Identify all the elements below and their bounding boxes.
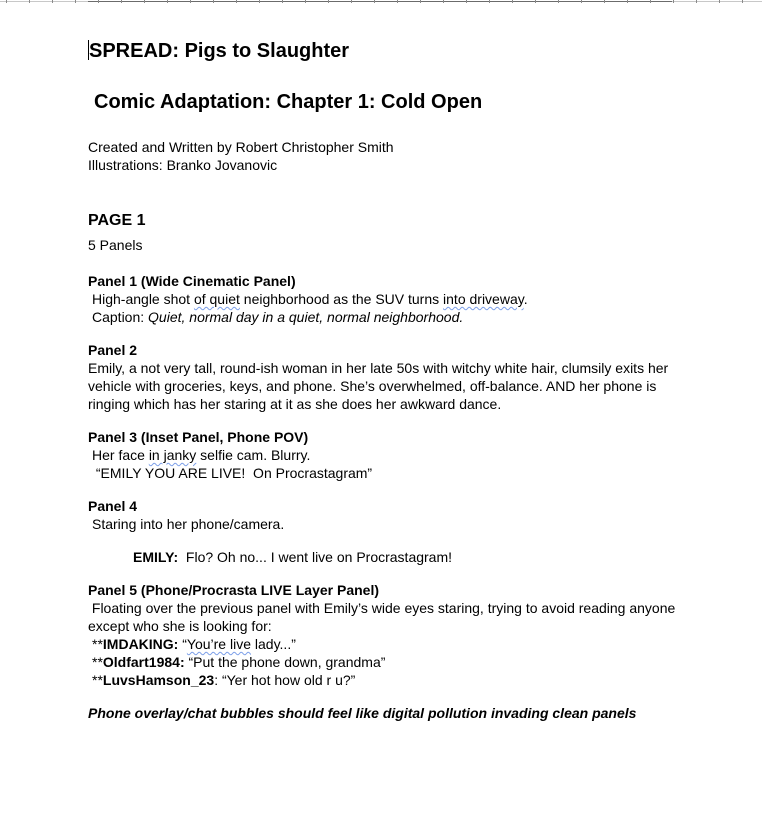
ruler-tick xyxy=(29,0,30,3)
ruler-tick xyxy=(52,0,53,3)
ruler-tick xyxy=(351,0,352,3)
page-heading: PAGE 1 xyxy=(88,212,146,229)
ruler-text-area xyxy=(88,1,672,2)
speaker-name: EMILY: xyxy=(133,549,179,565)
ruler-tick xyxy=(190,0,191,3)
comment-text: lady...” xyxy=(251,636,296,652)
panel-count: 5 Panels xyxy=(88,237,143,253)
ruler-tick xyxy=(75,0,76,3)
title-text: SPREAD: Pigs to Slaughter xyxy=(89,40,350,62)
caption-text: Quiet, normal day in a quiet, normal neighborhood. xyxy=(148,309,464,325)
text-run: Her face xyxy=(92,447,149,463)
spellcheck-flag[interactable]: in janky xyxy=(148,447,197,463)
panel-1-heading: Panel 1 (Wide Cinematic Panel) xyxy=(88,273,296,289)
production-note: Phone overlay/chat bubbles should feel like digital pollution invading clean panels xyxy=(88,705,637,721)
panel-4-description: Staring into her phone/camera. xyxy=(92,516,285,532)
ruler-tick xyxy=(443,0,444,3)
document-body[interactable] xyxy=(88,38,678,722)
chat-comment xyxy=(88,653,678,671)
comment-text: “Put the phone down, grandma” xyxy=(184,654,386,670)
panel-1 xyxy=(88,272,678,326)
panel-4-dialog xyxy=(88,548,678,566)
ruler-tick xyxy=(374,0,375,3)
panel-5 xyxy=(88,581,678,689)
spellcheck-flag[interactable]: of quiet xyxy=(193,291,240,307)
ruler-tick xyxy=(535,0,536,3)
text-run: . xyxy=(523,291,528,307)
spellcheck-flag[interactable]: You’re live xyxy=(186,636,251,652)
ruler-tick xyxy=(328,0,329,3)
ruler-tick xyxy=(558,0,559,3)
ruler-tick xyxy=(742,0,743,3)
panel-2-description: Emily, a not very tall, round-ish woman in her late 50s with witchy white hair, clumsily exits her vehicle with groceries, keys, and phone. She’s overwhelmed, off-balance. AND her phone is ringing which has her staring at it as she does her awkward dance. xyxy=(88,360,669,412)
credits xyxy=(88,138,678,174)
comment-text: : “Yer hot how old r u?” xyxy=(214,672,356,688)
ruler-tick xyxy=(489,0,490,3)
ruler-tick xyxy=(213,0,214,3)
ruler-tick xyxy=(512,0,513,3)
comment-prefix: ** xyxy=(92,636,103,652)
panel-5-description xyxy=(88,599,678,635)
text-run: neighborhood as the SUV turns xyxy=(239,291,444,307)
text-run: selfie cam. Blurry. xyxy=(196,447,311,463)
ruler-tick xyxy=(420,0,421,3)
ruler-right-margin[interactable] xyxy=(672,1,762,2)
ruler-tick xyxy=(581,0,582,3)
document-subtitle: Comic Adaptation: Chapter 1: Cold Open xyxy=(94,91,483,113)
ruler-tick xyxy=(397,0,398,3)
comment-user: LuvsHamson_23 xyxy=(102,672,215,688)
ruler-tick xyxy=(6,0,7,3)
ruler-tick xyxy=(259,0,260,3)
text-run: Floating over the previous panel with Emily’s wide eyes staring, trying to avoid reading anyone except who she is looking for: xyxy=(88,600,676,634)
panel-2 xyxy=(88,341,678,413)
spellcheck-flag[interactable]: into driveway xyxy=(443,291,524,307)
ruler-tick xyxy=(696,0,697,3)
chat-comment xyxy=(88,671,678,689)
ruler-tick xyxy=(719,0,720,3)
panel-5-heading: Panel 5 (Phone/Procrasta LIVE Layer Panel) xyxy=(88,582,379,598)
comment-prefix: ** xyxy=(92,672,103,688)
ruler-tick xyxy=(236,0,237,3)
text-run: High-angle shot xyxy=(92,291,194,307)
credit-writer: Created and Written by Robert Christopher Smith xyxy=(88,139,394,155)
panel-4-heading: Panel 4 xyxy=(88,498,138,514)
ruler[interactable] xyxy=(0,0,762,4)
ruler-tick xyxy=(650,0,651,3)
comment-prefix: ** xyxy=(92,654,103,670)
chat-comment xyxy=(88,635,678,653)
comment-user: Oldfart1984: xyxy=(102,654,185,670)
panel-3-screen-text: “EMILY YOU ARE LIVE! On Procrastagram” xyxy=(92,465,373,481)
ruler-tick xyxy=(167,0,168,3)
ruler-tick xyxy=(282,0,283,3)
ruler-tick xyxy=(121,0,122,3)
ruler-tick xyxy=(98,0,99,3)
ruler-tick xyxy=(144,0,145,3)
ruler-tick xyxy=(673,0,674,3)
panel-1-caption xyxy=(88,308,678,326)
document-title xyxy=(88,38,678,64)
panel-3-description xyxy=(88,446,678,464)
ruler-tick xyxy=(604,0,605,3)
panel-4 xyxy=(88,497,678,566)
ruler-tick xyxy=(627,0,628,3)
dialog-line: Flo? Oh no... I went live on Procrastagram! xyxy=(178,549,453,565)
caption-label: Caption: xyxy=(92,309,149,325)
ruler-tick xyxy=(305,0,306,3)
panel-2-heading: Panel 2 xyxy=(88,342,138,358)
comment-text: “ xyxy=(178,636,187,652)
panel-3-heading: Panel 3 (Inset Panel, Phone POV) xyxy=(88,429,309,445)
panel-3 xyxy=(88,428,678,482)
comment-user: IMDAKING: xyxy=(102,636,179,652)
panel-1-description xyxy=(88,290,678,308)
credit-illustrator: Illustrations: Branko Jovanovic xyxy=(88,157,278,173)
ruler-tick xyxy=(466,0,467,3)
